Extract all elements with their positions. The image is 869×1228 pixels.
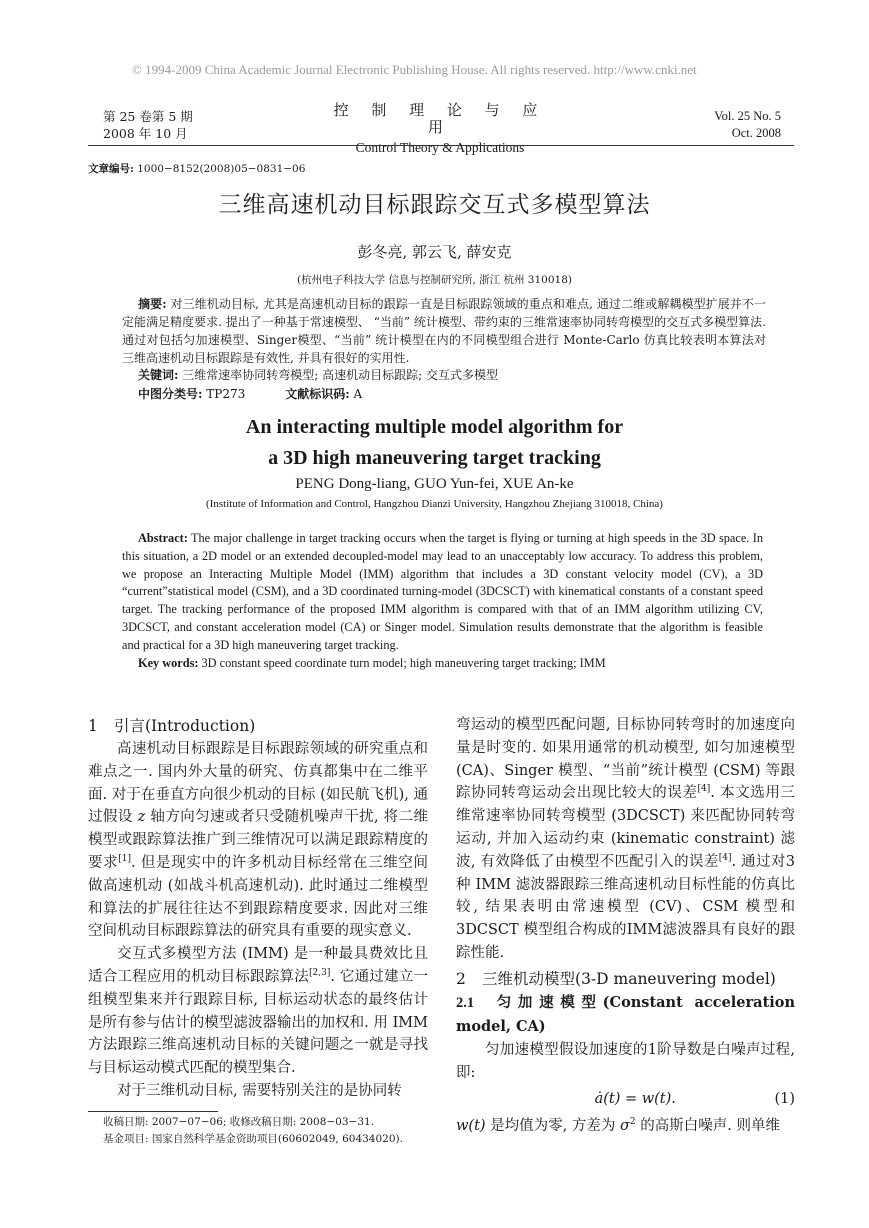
citation-4: [4] xyxy=(697,784,711,795)
abstract-cn-text: 对三维机动目标, 尤其是高速机动目标的跟踪一直是目标跟踪领域的重点和难点, 通过二维或解耦模型扩展并不一定能满足精度要求. 提出了一种基于常速模型、 “当前” 统计模型、带约束的三维常速率协同转弯模型的交互式多模型算法. 通过对包括匀加速模型、Singer模型、“当前” 统计模型在内的不同模型组合进行 Monte-Carlo 仿真比较表明本算法对三维高速机动目标跟踪是有效性, 并具有很好的实用性. xyxy=(122,297,766,365)
paragraph-intro-1 xyxy=(88,738,428,943)
doc-code-label: 文献标识码: xyxy=(285,387,350,401)
abstract-cn xyxy=(122,295,766,367)
footnote-funding: 基金项目: 国家自然科学基金资助项目(60602049, 60434020). xyxy=(103,1133,403,1145)
journal-name-en: Control Theory & Applications xyxy=(355,140,525,155)
volume-issue-en: Vol. 25 No. 5 xyxy=(714,109,781,123)
paper-title-en-line2: a 3D high maneuvering target tracking xyxy=(268,447,601,469)
text-run: 弯运动的模型匹配问题, 目标协同转弯时的加速度向量是时变的. 如果用通常的机动模型, 如匀加速模型 (CA)、Singer 模型、“当前”统计模型 (CSM) 等跟踪协同转弯运动会出现比较大的误差 xyxy=(456,717,795,802)
classification-codes xyxy=(138,385,362,402)
subsection-2-1-heading xyxy=(456,991,795,1039)
citation-4b: [4] xyxy=(718,852,732,863)
citation-2-3: [2,3] xyxy=(309,968,331,979)
paragraph-intro-3: 对于三维机动目标, 需要特别关注的是协同转 xyxy=(117,1082,402,1099)
paragraph-ca-model: 匀加速模型假设加速度的1阶导数是白噪声过程, 即: xyxy=(456,1041,795,1081)
subsection-2-1-number: 2.1 xyxy=(456,994,475,1011)
paragraph-intro-2 xyxy=(88,943,428,1080)
text-run: 轴方向匀速或者只受随机噪声干扰, 将二维模型或跟踪算法推广到三维情况可以满足跟踪精度的要求 xyxy=(88,809,428,871)
paper-title-en-line1: An interacting multiple model algorithm for xyxy=(245,416,624,438)
keywords-en-label: Key words: xyxy=(138,656,199,670)
copyright-notice: © 1994-2009 China Academic Journal Electronic Publishing House. All rights reserved. http://www.cnki.net xyxy=(132,62,697,77)
text-run: . 本文选用三维常速率协同转弯模型 (3DCSCT) 来匹配协同转弯运动, 并加入运动约束 (kinematic constraint) 滤波, 有效降低了由模型不匹配引入的误差 xyxy=(456,785,795,870)
section-2-heading xyxy=(456,967,795,991)
math-sigma-exponent: 2 xyxy=(629,1117,636,1128)
equation-1-number: (1) xyxy=(774,1091,795,1108)
body-right-column xyxy=(456,714,795,1138)
section-2-number: 2 xyxy=(456,969,466,988)
journal-issue-info xyxy=(103,108,193,142)
affiliation-en: (Institute of Information and Control, Hangzhou Dianzi University, Hangzhou Zhejiang 310018, China) xyxy=(206,498,663,510)
footnotes xyxy=(103,1114,403,1148)
paper-title-cn: 三维高速机动目标跟踪交互式多模型算法 xyxy=(218,192,651,218)
authors-cn: 彭冬亮, 郭云飞, 薛安克 xyxy=(357,243,512,261)
article-number-value: 1000−8152(2008)05−0831−06 xyxy=(133,163,306,175)
section-1-title: 引言(Introduction) xyxy=(114,717,256,735)
doc-code-value: A xyxy=(349,387,363,401)
issue-date: 2008 年 10 月 xyxy=(103,126,188,141)
text-run: 的高斯白噪声. 则单维 xyxy=(635,1118,780,1135)
paper-title-en xyxy=(0,412,869,474)
clc-label: 中图分类号: xyxy=(138,387,203,401)
volume-issue: 第 25 卷第 5 期 xyxy=(103,109,193,124)
text-run: 是均值为零, 方差为 xyxy=(485,1118,620,1135)
equation-1-body: ȧ(t) = w(t). xyxy=(594,1091,676,1108)
affiliation-cn: (杭州电子科技大学 信息与控制研究所, 浙江 杭州 310018) xyxy=(297,274,572,286)
footnote-rule xyxy=(88,1111,218,1112)
clc-value: TP273 xyxy=(202,387,246,401)
abstract-cn-label: 摘要: xyxy=(138,297,167,311)
body-left-column xyxy=(88,714,428,1103)
keywords-en-text: 3D constant speed coordinate turn model; high maneuvering target tracking; IMM xyxy=(198,656,606,670)
text-run: . 但是现实中的许多机动目标经常在三维空间做高速机动 (如战斗机高速机动). 此时通过二维模型和算法的扩展往往达不到跟踪精度要求. 因此对三维空间机动目标跟踪算法的研究具有重要的现实意义. xyxy=(88,854,429,940)
math-sigma: σ xyxy=(620,1118,630,1135)
equation-1 xyxy=(456,1088,795,1111)
journal-name xyxy=(330,102,550,156)
text-run: . 它通过建立一组模型集来并行跟踪目标, 目标运动状态的最终估计是所有参与估计的模型滤波器输出的加权和. 用 IMM 方法跟踪三维高速机动目标的关键问题之一就是寻找与目标运动模式匹配的模型集合. xyxy=(88,968,429,1077)
paragraph-intro-3-cont xyxy=(456,714,795,965)
subsection-2-1-title: 匀加速模型 xyxy=(490,993,603,1011)
header-rule xyxy=(88,145,794,146)
issue-date-en: Oct. 2008 xyxy=(731,126,781,140)
text-run: 高速机动目标跟踪是目标跟踪领域的研究重点和难点之一. 国内外大量的研究、仿真都集中在二维平面. 对于在垂直方向很少机动的目标 (如民航飞机), 通过假设 xyxy=(88,741,428,826)
article-number xyxy=(88,161,305,176)
text-run: . 通过对3种 IMM 滤波器跟踪三维高速机动目标性能的仿真比较, 结果表明由常速模型 (CV)、CSM 模型和 3DCSCT 模型组合构成的IMM滤波器具有良好的跟踪性能. xyxy=(456,853,796,961)
keywords-cn-text: 三维常速率协同转弯模型; 高速机动目标跟踪; 交互式多模型 xyxy=(178,368,498,382)
section-2-title-en: (3-D maneuvering model) xyxy=(575,969,776,988)
math-z: z xyxy=(137,809,146,826)
abstract-en-label: Abstract: xyxy=(138,531,188,545)
math-w-t: w(t) xyxy=(456,1118,486,1135)
abstract-en-text: The major challenge in target tracking occurs when the target is flying or turning at high speeds in the 3D space. In this situation, a 2D model or an extended decoupled-model may lead to an unacceptably low accuracy. To address this problem, we propose an Interacting Multiple Model (IMM) algorithm that includes a 3D constant velocity model (CV), a 3D “current”statistical model (CSM), and a 3D coordinated turning-model (3DCSCT) with kinematical constants of a constant speed target. The tracking performance of the proposed IMM algorithm is compared with that of an IMM algorithm utilizing CV, 3DCSCT, and constant acceleration model (CA) or Singer model. Simulation results demonstrate that the algorithm is feasible and practical for a 3D high maneuvering target tracking. xyxy=(122,531,763,652)
section-1-number: 1 xyxy=(88,717,98,735)
text-run: 交互式多模型方法 (IMM) 是一种最具费效比且适合工程应用的机动目标跟踪算法 xyxy=(88,946,428,985)
article-number-label: 文章编号: xyxy=(88,163,134,175)
abstract-en xyxy=(122,530,763,655)
subsection-2-1-title-en: (Constant acceleration model, CA) xyxy=(456,993,795,1035)
keywords-cn xyxy=(138,366,498,383)
section-1-heading xyxy=(88,714,428,738)
journal-name-cn: 控 制 理 论 与 应 用 xyxy=(333,101,547,136)
section-2-title: 三维机动模型 xyxy=(482,969,576,988)
journal-issue-info-en xyxy=(714,108,781,142)
keywords-cn-label: 关键词: xyxy=(138,368,179,382)
footnote-dates: 收稿日期: 2007−07−06; 收修改稿日期: 2008−03−31. xyxy=(103,1116,375,1128)
authors-en: PENG Dong-liang, GUO Yun-fei, XUE An-ke xyxy=(295,476,574,492)
citation-1: [1] xyxy=(118,854,132,865)
keywords-en xyxy=(138,656,606,671)
paragraph-noise xyxy=(456,1115,795,1138)
